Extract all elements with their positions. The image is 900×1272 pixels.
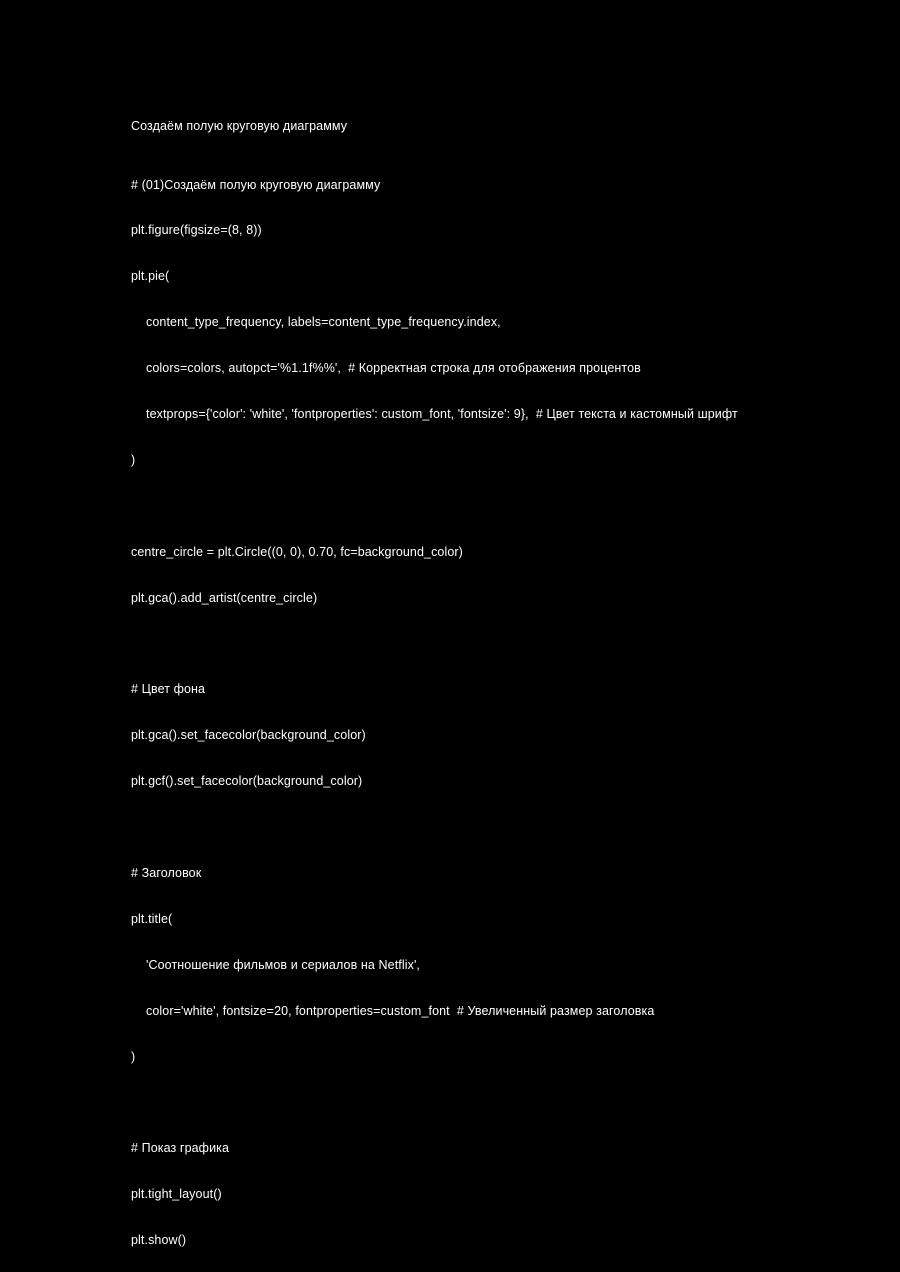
code-line: centre_circle = plt.Circle((0, 0), 0.70, fc=background_color) <box>131 544 463 559</box>
code-text: content_type_frequency, labels=content_type_frequency.index, <box>146 315 501 330</box>
code-line-blank <box>131 499 738 514</box>
code-text: colors=colors, autopct='%1.1f%%', # Корректная строка для отображения процентов <box>146 361 641 376</box>
code-line <box>131 407 738 422</box>
code-line: # Цвет фона <box>131 682 206 697</box>
code-line: plt.pie( <box>131 269 170 284</box>
code-line: ) <box>131 452 136 467</box>
code-block <box>131 147 738 1272</box>
code-line: plt.gca().add_artist(centre_circle) <box>131 590 318 605</box>
code-line: ) <box>131 1049 136 1064</box>
code-line: plt.gca().set_facecolor(background_color) <box>131 728 366 743</box>
code-line: plt.gcf().set_facecolor(background_color) <box>131 774 363 789</box>
code-line: plt.title( <box>131 911 173 926</box>
code-line <box>131 315 738 330</box>
code-line: plt.show() <box>131 1233 187 1248</box>
code-line <box>131 1004 738 1019</box>
code-line <box>131 361 738 376</box>
code-line: # (01)Создаём полую круговую диаграмму <box>131 177 381 192</box>
code-line: # Заголовок <box>131 865 202 880</box>
code-line-blank <box>131 1095 738 1110</box>
code-line: # Показ графика <box>131 1141 230 1156</box>
code-text: 'Соотношение фильмов и сериалов на Netflix', <box>146 957 421 972</box>
code-text: textprops={'color': 'white', 'fontproperties': custom_font, 'fontsize': 9}, # Цвет текста и кастомный шрифт <box>146 407 738 422</box>
code-line: plt.tight_layout() <box>131 1187 222 1202</box>
code-line: plt.figure(figsize=(8, 8)) <box>131 223 262 238</box>
code-line-blank <box>131 820 738 835</box>
page-heading: Создаём полую круговую диаграмму <box>131 119 348 133</box>
code-text: color='white', fontsize=20, fontproperties=custom_font # Увеличенный размер заголовка <box>146 1003 655 1018</box>
code-line <box>131 958 738 973</box>
code-line-blank <box>131 637 738 652</box>
